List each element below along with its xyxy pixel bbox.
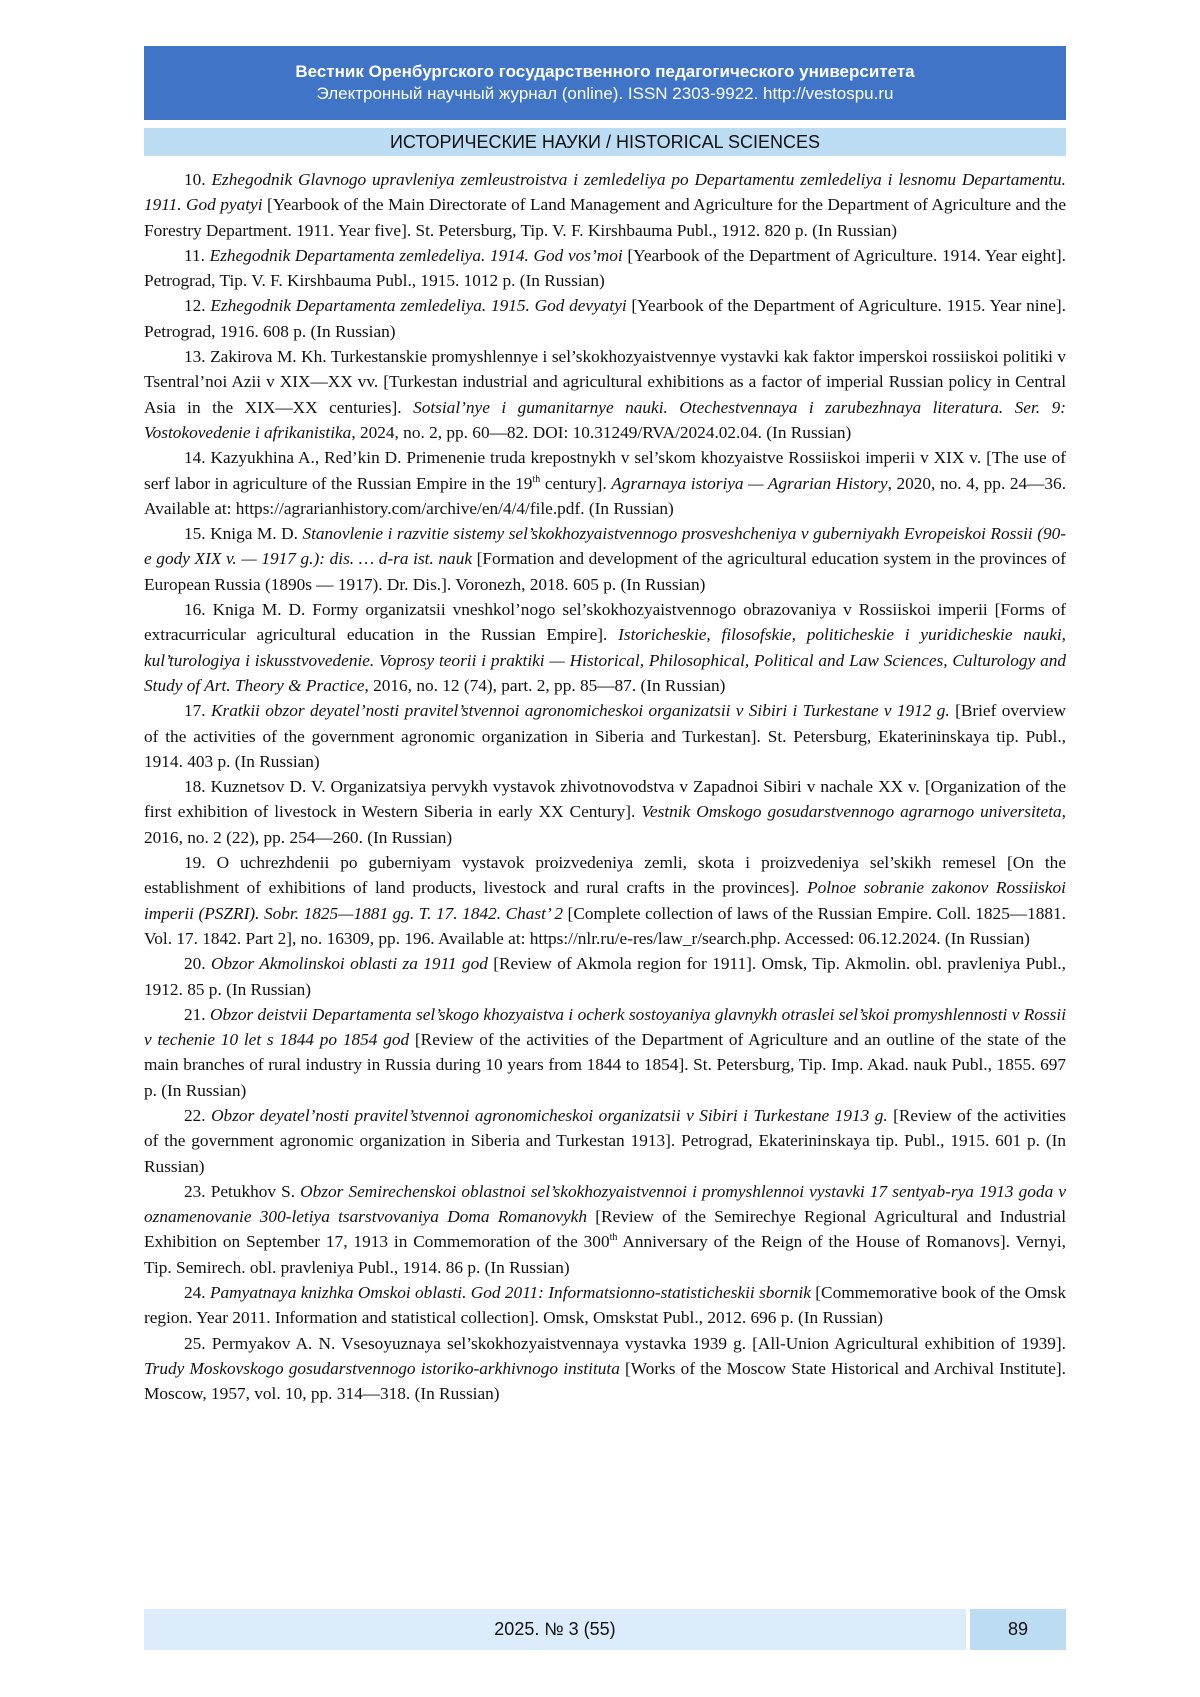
- journal-title: Вестник Оренбургского государственного педагогического университета: [295, 62, 915, 81]
- page-number: 89: [970, 1609, 1066, 1650]
- reference-text: [Yearbook of the Department of Agriculture. 1915. Year nine]. Petrograd, 1916. 608 p. (In Russian): [144, 296, 1066, 341]
- reference-text: [Complete collection of laws of the Russian Empire. Coll. 1825—1881. Vol. 17. 1842. Part 2], no. 16309, pp. 196. Available at: https://nlr.ru/e-res/law_r/search.php. Accessed: 06.12.2024. (In Russian): [144, 903, 1066, 948]
- superscript: th: [532, 473, 541, 485]
- reference-text: [Review of the activities of the Department of Agriculture and an outline of the state of the main branches of rural industry in Russia during 10 years from 1844 to 1854]. St. Petersburg, Tip. Imp. Akad. nauk Publ., 1855. 697 p. (In Russian): [144, 1030, 1066, 1100]
- reference-title: Vestnik Omskogo gosudarstvennogo agrarnogo universiteta: [641, 802, 1062, 822]
- reference-item: [144, 521, 1066, 597]
- reference-text: [Review of the activities of the government agronomic organization in Siberia and Turkestan 1913]. Petrograd, Ekaterininskaya tip. Publ., 1915. 601 p. (In Russian): [144, 1105, 1066, 1176]
- reference-number: 22.: [184, 1105, 206, 1125]
- reference-title: Sotsial’nye i gumanitarnye nauki. Otechestvennaya i zarubezhnaya literatura. Ser. 9: Vostokovedenie i afrikanistika: [144, 397, 1066, 442]
- superscript: th: [609, 1232, 618, 1244]
- reference-title: Ezhegodnik Departamenta zemledeliya. 1914. God vos’moi: [209, 245, 623, 265]
- reference-item: [144, 167, 1066, 243]
- reference-item: [144, 698, 1066, 774]
- reference-number: 25.: [184, 1333, 206, 1353]
- reference-item: [144, 1280, 1066, 1331]
- reference-number: 23.: [184, 1181, 206, 1201]
- reference-title: Ezhegodnik Glavnogo upravleniya zemleustroistva i zemledeliya po Departamentu zemledeliya i lesnomu Departamentu. 1911. God pyatyi: [144, 170, 1066, 215]
- reference-text: , 2016, no. 2 (22), pp. 254—260. (In Russian): [144, 802, 1066, 847]
- reference-item: [144, 293, 1066, 344]
- reference-title: Obzor Semirechenskoi oblastnoi sel’skokhozyaistvennoi i promyshlennoi vystavki 17 sentyab-rya 1913 goda v oznamenovanie 300-letiya tsarstvovaniya Doma Romanovykh: [144, 1181, 1066, 1227]
- reference-item: [144, 344, 1066, 445]
- reference-item: [144, 850, 1066, 951]
- reference-text: , 2024, no. 2, pp. 60—82. DOI: 10.31249/RVA/2024.02.04. (In Russian): [351, 422, 852, 442]
- reference-item: [144, 951, 1066, 1002]
- reference-text: century].: [540, 473, 612, 493]
- reference-title: Obzor Akmolinskoi oblasti za 1911 god: [211, 954, 488, 974]
- reference-text: [Commemorative book of the Omsk region. Year 2011. Information and statistical collection]. Omsk, Omskstat Publ., 2012. 696 p. (In Russian): [144, 1283, 1066, 1328]
- reference-number: 19.: [184, 853, 206, 873]
- reference-text: Kniga M. D.: [210, 524, 303, 544]
- reference-title: Ezhegodnik Departamenta zemledeliya. 1915. God devyatyi: [210, 296, 627, 316]
- reference-title: Trudy Moskovskogo gosudarstvennogo istoriko-arkhivnogo instituta: [144, 1358, 620, 1378]
- reference-text: Kniga M. D. Formy organizatsii vneshkol’nogo sel’skokhozyaistvennogo obrazovaniya v Rossiiskoi imperii [Forms of extracurricular agricultural education in the Russian Empire].: [144, 600, 1066, 645]
- reference-item: [144, 1179, 1066, 1280]
- reference-title: Polnoe sobranie zakonov Rossiiskoi imperii (PSZRI). Sobr. 1825—1881 gg. T. 17. 1842. Chast’ 2: [144, 878, 1066, 923]
- reference-number: 16.: [184, 600, 206, 620]
- reference-title: Agrarnaya istoriya — Agrarian History: [611, 473, 888, 493]
- reference-text: Petukhov S.: [210, 1181, 301, 1201]
- reference-number: 11.: [184, 245, 205, 265]
- reference-text: [Yearbook of the Main Directorate of Land Management and Agriculture for the Department of Agriculture and the Forestry Department. 1911. Year five]. St. Petersburg, Tip. V. F. Kirshbauma Publ., 1912. 820 p. (In Russian): [144, 195, 1066, 240]
- reference-number: 21.: [184, 1004, 206, 1024]
- reference-title: Obzor deyatel’nosti pravitel’stvennoi agronomicheskoi organizatsii v Sibiri i Turkestane 1913 g.: [211, 1105, 888, 1125]
- reference-text: Zakirova M. Kh. Turkestanskie promyshlennye i sel’skokhozyaistvennye vystavki kak faktor imperskoi rossiiskoi politiki v Tsentral’noi Azii v XIX—XX vv. [Turkestan industrial and agricultural exhibitions as a factor of imperial Russian policy in Central Asia in the XIX—XX centuries].: [144, 347, 1066, 417]
- journal-subtitle: Электронный научный журнал (online). ISSN 2303-9922. http://vestospu.ru: [316, 84, 894, 103]
- reference-text: [Yearbook of the Department of Agriculture. 1914. Year eight]. Petrograd, Tip. V. F. Kirshbauma Publ., 1915. 1012 p. (In Russian): [144, 245, 1066, 291]
- section-title: ИСТОРИЧЕСКИЕ НАУКИ / HISTORICAL SCIENCES: [144, 128, 1066, 156]
- reference-item: [144, 1002, 1066, 1103]
- reference-number: 14.: [184, 448, 206, 468]
- reference-text: [Brief overview of the activities of the government agronomic organization in Siberia and Turkestan]. St. Petersburg, Ekaterininskaya tip. Publ., 1914. 403 p. (In Russian): [144, 701, 1066, 771]
- reference-item: [144, 774, 1066, 850]
- reference-title: Kratkii obzor deyatel’nosti pravitel’stvennoi agronomicheskoi organizatsii v Sibiri i Turkestane v 1912 g.: [210, 701, 950, 721]
- reference-text: Anniversary of the Reign of the House of Romanovs]. Vernyi, Tip. Semirech. obl. pravleniya Publ., 1914. 86 p. (In Russian): [144, 1232, 1066, 1277]
- reference-text: Kuznetsov D. V. Organizatsiya pervykh vystavok zhivotnovodstva v Zapadnoi Sibiri v nachale XX v. [Organization of the first exhibition of livestock in Western Siberia in early XX Century].: [144, 777, 1066, 822]
- issue-label: 2025. № 3 (55): [144, 1609, 966, 1650]
- reference-text: Kazyukhina A., Red’kin D. Primenenie truda krepostnykh v sel’skom khozyaistve Rossiiskoi imperii v XIX v. [The use of serf labor in agriculture of the Russian Empire in the 19: [144, 448, 1066, 493]
- reference-item: [144, 1103, 1066, 1179]
- reference-text: [Review of Akmola region for 1911]. Omsk, Tip. Akmolin. obl. pravleniya Publ., 1912. 85 p. (In Russian): [144, 954, 1066, 999]
- reference-text: [Formation and development of the agricultural education system in the provinces of European Russia (1890s — 1917). Dr. Dis.]. Voronezh, 2018. 605 p. (In Russian): [144, 549, 1066, 594]
- journal-header: [144, 46, 1066, 120]
- reference-number: 15.: [184, 524, 206, 544]
- reference-number: 24.: [184, 1283, 206, 1303]
- reference-title: Stanovlenie i razvitie sistemy sel’skokhozyaistvennogo prosveshcheniya v guberniyakh Evropeiskoi Rossii (90-e gody XIX v. — 1917 g.): dis. … d-ra ist. nauk: [144, 524, 1066, 569]
- reference-title: Pamyatnaya knizhka Omskoi oblasti. God 2011: Informatsionno-statisticheskii sbornik: [209, 1283, 811, 1303]
- reference-title: Istoricheskie, filosofskie, politicheskie i yuridicheskie nauki, kul’turologiya i iskusstvovedenie. Voprosy teorii i praktiki — Historical, Philosophical, Political and Law Sciences, Culturology and Study of Art. Theory & Practice: [144, 625, 1066, 695]
- reference-text: O uchrezhdenii po guberniyam vystavok proizvedeniya zemli, skota i proizvedeniya sel’skikh remesel [On the establishment of exhibitions of land products, livestock and rural crafts in the provinces].: [144, 853, 1066, 898]
- reference-list: [144, 167, 1066, 1587]
- reference-title: Obzor deistvii Departamenta sel’skogo khozyaistva i ocherk sostoyaniya glavnykh otraslei sel’skoi promyshlennosti v Rossii v techenie 10 let s 1844 po 1854 god: [144, 1004, 1066, 1050]
- reference-number: 13.: [184, 347, 206, 367]
- reference-item: [144, 445, 1066, 521]
- reference-text: , 2016, no. 12 (74), part. 2, pp. 85—87. (In Russian): [364, 675, 726, 695]
- reference-text: , 2020, no. 4, pp. 24—36. Available at: https://agrarianhistory.com/archive/en/4/4/file.pdf. (In Russian): [144, 473, 1066, 518]
- reference-item: [144, 1331, 1066, 1407]
- reference-number: 12.: [184, 296, 206, 316]
- reference-item: [144, 597, 1066, 698]
- reference-item: [144, 243, 1066, 294]
- reference-text: [Works of the Moscow State Historical and Archival Institute]. Moscow, 1957, vol. 10, pp. 314—318. (In Russian): [144, 1358, 1066, 1404]
- reference-text: Permyakov A. N. Vsesoyuznaya sel’skokhozyaistvennaya vystavka 1939 g. [All-Union Agricultural exhibition of 1939].: [211, 1333, 1066, 1353]
- reference-number: 20.: [184, 954, 206, 974]
- reference-number: 10.: [184, 170, 206, 189]
- reference-number: 17.: [184, 701, 206, 721]
- reference-text: [Review of the Semirechye Regional Agricultural and Industrial Exhibition on September 17, 1913 in Commemoration of the 300: [144, 1207, 1066, 1252]
- reference-number: 18.: [184, 777, 206, 797]
